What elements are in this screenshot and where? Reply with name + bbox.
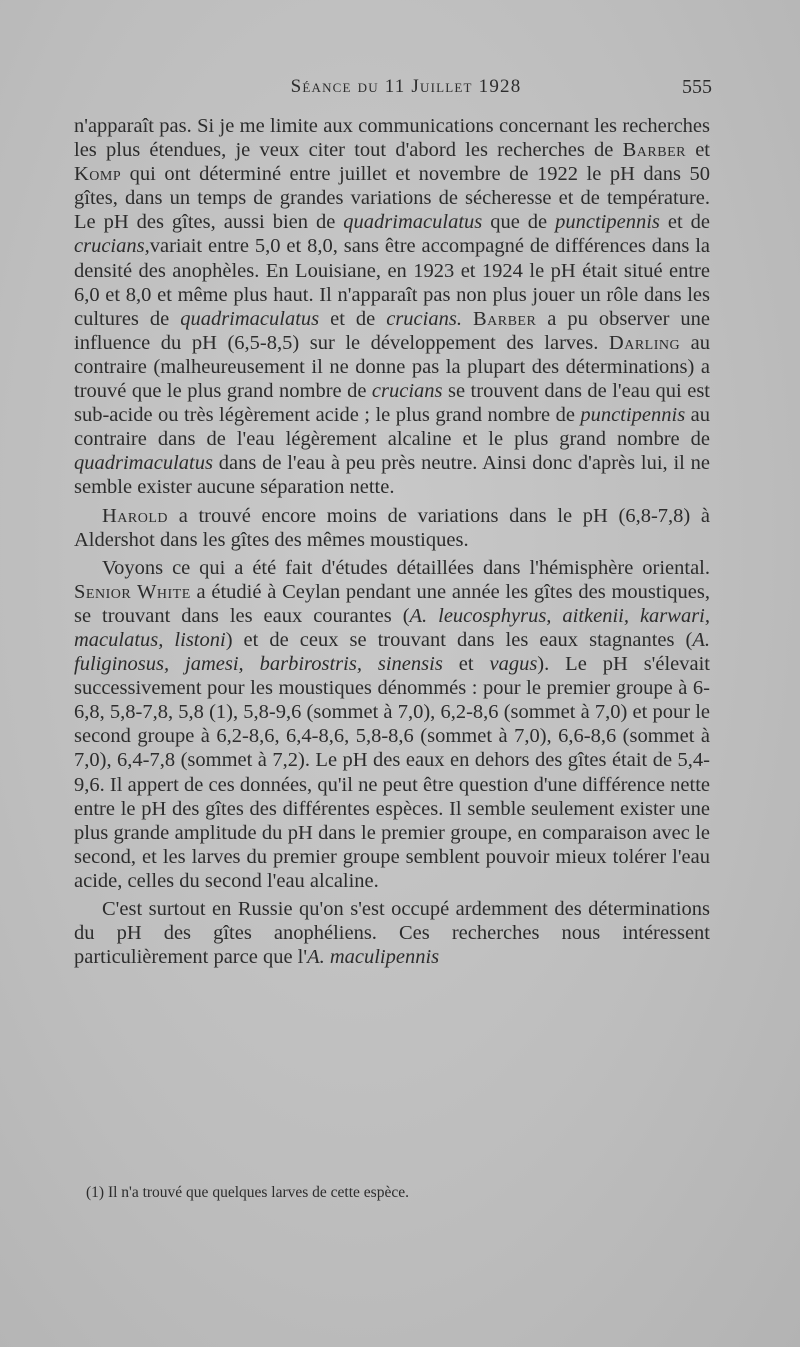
text-span: [462, 308, 473, 330]
text-span: a pu observer une influence du pH (6,5-8,5) sur le développement des larves.: [74, 307, 710, 354]
text-span: ). Le pH s'élevait successivement pour les moustiques dénommés : pour le premier groupe à 6-6,8, 5,8-7,8, 5,8 (1), 5,8-9,6 (sommet à 7,0), 6,2-8,6 (sommet à 7,0) et pour le second groupe à 6,2-8,6, 6,4-8,6, 5,8-8,6 (sommet à 7,0), 6,6-8,6 (sommet à 7,0), 6,4-7,8 (sommet à 7,2). Le pH des eaux en dehors des gîtes était de 5,4-9,6. Il appert de ces données, qu'il ne peut être question d'une différence nette entre le pH des gîtes des différentes espèces. Il semble seulement exister une plus grande amplitude du pH dans le premier groupe, en comparaison avec le second, et les larves du premier groupe semblent pouvoir mieux tolérer l'eau acide, celles du second l'eau alcaline.: [74, 653, 711, 892]
text-span: variait entre 5,0 et 8,0, sans être accompagné de différences dans la densité des anophèles. En Louisiane, en 1923 et 1924 le pH était situé entre 6,0 et 8,0 et même plus haut. Il n'apparaît pas non plus jouer un rôle dans les cultures de: [74, 235, 710, 330]
text-span: n'apparaît pas. Si je me limite aux communications concernant les recherches les plus étendues, je veux citer tout d'abord les recherches de: [74, 115, 710, 162]
text-span: a étudié à Ceylan pendant une année les gîtes des moustiques, se trouvant dans les eaux courantes (: [74, 580, 710, 627]
text-span: et de: [319, 307, 387, 330]
paragraph-1: [74, 114, 710, 500]
species-name: quadrimaculatus: [180, 307, 320, 330]
body-text: [74, 114, 710, 969]
species-name: crucians: [371, 380, 443, 403]
author-name: Harold: [102, 504, 169, 527]
text-span: au contraire dans de l'eau légèrement alcaline et le plus grand nombre de: [74, 404, 710, 451]
text-span: ) et de ceux se trouvant dans les eaux stagnantes (: [225, 628, 693, 651]
page-header: [72, 76, 710, 106]
text-span: et de: [659, 211, 710, 234]
species-list: A. leucosphyrus, aitkenii, karwari, maculatus, listoni: [74, 604, 710, 651]
text-span: se trouvent dans de l'eau qui est sub-acide ou très légèrement acide ; le plus grand nombre de: [74, 380, 710, 427]
text-span: au contraire (malheureusement il ne donne pas la plupart des déterminations) a trouvé que le plus grand nombre de: [74, 331, 711, 403]
author-name: Komp: [74, 163, 122, 186]
text-span: que de: [482, 211, 556, 234]
species-name: quadrimaculatus: [74, 452, 213, 475]
paragraph-3: [74, 556, 710, 893]
species-name: punctipennis: [555, 211, 660, 234]
footnote: (1) Il n'a trouvé que quelques larves de cette espèce.: [86, 1184, 409, 1201]
running-title: Séance du 11 Juillet 1928: [290, 76, 522, 97]
text-span: qui ont déterminé entre juillet et novembre de 1922 le pH dans 50 gîtes, dans un temps de grandes variations de sécheresse et de température. Le pH des gîtes, aussi bien de: [74, 163, 710, 234]
author-name: Barber: [622, 139, 686, 162]
text-span: et: [685, 139, 711, 162]
paragraph-2: [74, 504, 710, 552]
author-name: Barber: [472, 307, 537, 330]
species-name: crucians,: [74, 235, 150, 258]
species-name: vagus: [489, 653, 538, 676]
paragraph-4: [74, 897, 710, 969]
species-name: quadrimaculatus: [343, 211, 483, 234]
author-name: Darling: [608, 331, 681, 354]
text-span: C'est surtout en Russie qu'on s'est occupé ardemment des déterminations du pH des gîtes anophéliens. Ces recherches nous intéressent particulièrement parce que l': [74, 898, 710, 969]
text-span: et: [442, 653, 490, 676]
species-name: punctipennis: [580, 404, 686, 427]
species-name: crucians.: [386, 307, 462, 330]
text-span: Voyons ce qui a été fait d'études détaillées dans l'hémisphère oriental.: [102, 556, 710, 579]
species-name: A. maculipennis: [307, 946, 440, 969]
species-list: A. fuliginosus, jamesi, barbirostris, sinensis: [74, 628, 710, 676]
text-span: dans de l'eau à peu près neutre. Ainsi donc d'après lui, il ne semble exister aucune séparation nette.: [74, 452, 710, 499]
author-name: Senior White: [74, 580, 191, 603]
page-number: 555: [682, 76, 712, 98]
text-span: a trouvé encore moins de variations dans le pH (6,8-7,8) à Aldershot dans les gîtes des mêmes moustiques.: [74, 504, 710, 551]
